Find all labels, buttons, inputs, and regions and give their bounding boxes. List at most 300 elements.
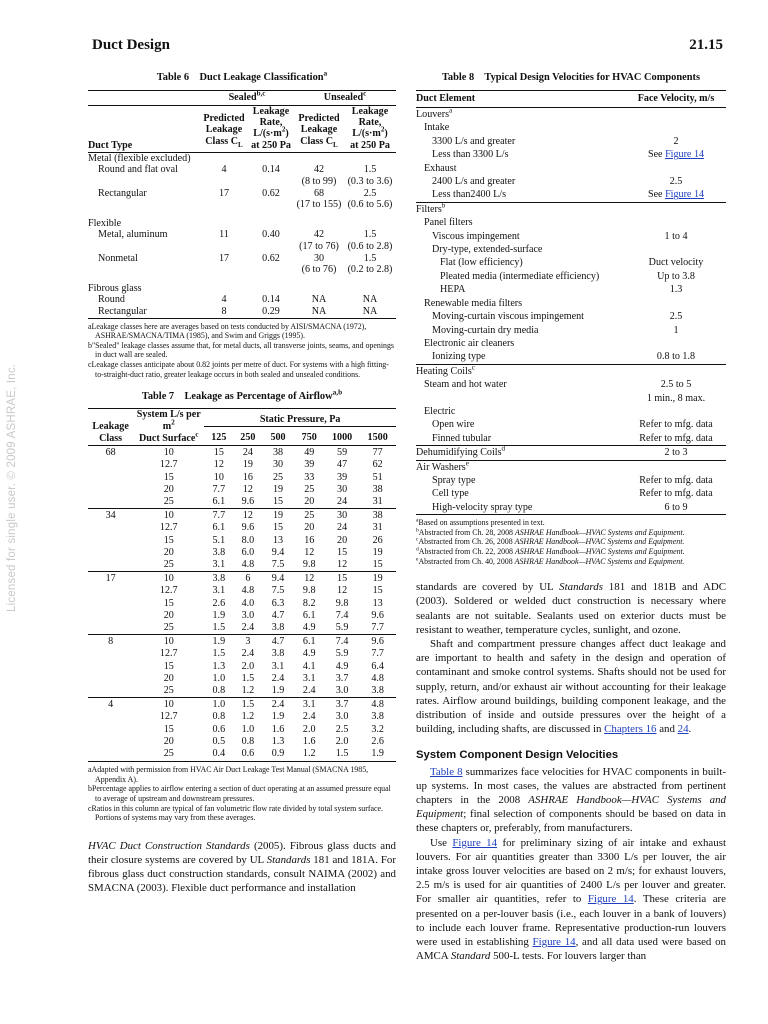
table-row [88, 547, 396, 559]
leakage-percent-cell: 15 [337, 546, 348, 558]
system-ratio-cell: 15 [163, 534, 174, 546]
duct-element-cell [416, 418, 626, 431]
leakage-percent-cell: 13 [272, 534, 284, 546]
leakage-percent-cell: 7.5 [271, 585, 285, 597]
sealed-rate-cell [248, 264, 294, 276]
leakage-percent-cell: 3.0 [335, 684, 349, 696]
face-velocity-cell [626, 108, 726, 122]
table8-title: Typical Design Velocities for HVAC Components [484, 72, 701, 83]
element-label: Moving-curtain dry media [432, 324, 539, 336]
duct-element-cell [416, 270, 626, 283]
leakage-class-cell [88, 673, 133, 685]
table-row [88, 241, 396, 253]
table-row [416, 162, 726, 175]
leakage-class-cell [88, 547, 133, 559]
unsealed-class-cell: (17 to 76) [299, 240, 339, 252]
face-velocity-cell [626, 324, 726, 337]
face-velocity-cell [626, 297, 726, 310]
leakage-class-cell [88, 496, 133, 509]
face-velocity-cell [626, 310, 726, 323]
sealed-class-cell: 17 [218, 187, 230, 199]
leakage-percent-cell: 39 [304, 459, 315, 471]
system-ratio-cell: 10 [133, 509, 204, 523]
section-heading: System Component Design Velocities [416, 749, 619, 762]
leakage-percent-cell: 19 [262, 509, 293, 523]
leakage-percent-cell: 12 [337, 558, 348, 570]
leakage-percent-cell: 24 [337, 522, 348, 534]
duct-type-cell: Rectangular [98, 187, 147, 199]
unsealed-rate-cell: (0.6 to 2.8) [347, 240, 393, 252]
duct-type-cell [88, 264, 200, 276]
system-ratio-cell: 12.7 [159, 459, 178, 471]
velocity-value: Refer to mfg. data [639, 488, 713, 500]
license-watermark: Licensed for single user. © 2009 ASHRAE, Inc. [6, 363, 18, 612]
leakage-percent-cell: 38 [372, 483, 383, 495]
leakage-percent-cell: 1.3 [212, 660, 226, 672]
unsealed-class-cell: (8 to 99) [301, 176, 337, 187]
duct-element-cell [416, 432, 626, 446]
unsealed-rate-cell: NA [344, 306, 396, 318]
leakage-percent-cell: 19 [242, 459, 253, 471]
figure-14-link[interactable]: Figure 14 [587, 893, 634, 906]
table-row [416, 121, 726, 134]
body-paragraph: Use Figure 14 for preliminary sizing of air intake and exhaust louvers. For air quantities greater than 3300 L/s per louver, the air intake gross louver velocities are based on 2 m/s; for exhaust louvers, 2.5 m/s is used for air quantities of 2400 L/s per louver and greater. For smaller air quantities, refer to Figure 14. These criteria are presented on a per-louver basis (i.e., each louver in a bank of louvers) to include each louver frame. Representative production-run louvers were used in establishing Figure 14, and all data used were based on AMCA Standard 500-L tests. For louvers larger than [416, 836, 726, 963]
leakage-percent-cell: 1.5 [212, 648, 226, 660]
table-row [416, 418, 726, 431]
table-row [88, 635, 396, 649]
table-row [416, 297, 726, 310]
table-row [416, 216, 726, 229]
element-label: High-velocity spray type [432, 501, 533, 513]
leakage-percent-cell: 9.6 [371, 609, 384, 621]
table-row [88, 724, 396, 736]
element-label: Dry-type, extended-surface [432, 244, 543, 256]
table-row [416, 148, 726, 161]
table7-caption [88, 389, 396, 405]
leakage-class-cell [88, 559, 133, 572]
leakage-percent-cell: 1.6 [271, 723, 285, 735]
leakage-percent-cell: 39 [337, 471, 348, 483]
unsealed-rate-cell: (0.6 to 5.6) [347, 199, 393, 211]
chapters-16-link[interactable]: Chapters 16 [604, 723, 657, 736]
leakage-percent-cell: 31 [372, 522, 383, 534]
leakage-class-cell: 34 [88, 509, 133, 523]
unsealed-class-cell: 30 [313, 252, 325, 264]
velocity-value: 2 [673, 135, 679, 147]
element-label: Electric [424, 405, 456, 417]
system-ratio-cell: 12.7 [159, 711, 178, 723]
chapter-24-link[interactable]: 24 [677, 723, 689, 736]
leakage-percent-cell: 3.0 [335, 711, 349, 723]
table-row [88, 199, 396, 211]
leakage-percent-cell: 2.6 [371, 735, 384, 747]
face-velocity-cell [626, 202, 726, 216]
table6-footnote: cLeakage classes anticipate about 0.82 joints per metre of duct. For systems with a high fitting-to-straight-duct ratio, greater leakage occurs in both sealed and unsealed conditions. [88, 359, 389, 379]
element-label: Exhaust [424, 162, 457, 174]
leakage-percent-cell: 1.3 [271, 735, 285, 747]
face-velocity-cell [626, 364, 726, 378]
table-row [88, 446, 396, 460]
duct-element-cell [416, 405, 626, 418]
leakage-percent-cell: 0.6 [233, 748, 262, 762]
leakage-percent-cell: 6.1 [212, 522, 226, 534]
unsealed-rate-cell [344, 152, 396, 164]
leakage-percent-cell: 4.7 [262, 635, 293, 649]
leakage-percent-cell: 20 [304, 495, 315, 507]
table-row [88, 229, 396, 241]
unsealed-class-cell: (17 to 155) [296, 199, 342, 211]
leakage-percent-cell: 77 [359, 446, 396, 460]
face-velocity-cell [626, 230, 726, 243]
leakage-percent-cell: 30 [272, 459, 284, 471]
leakage-class-cell [88, 736, 133, 748]
table-row [416, 202, 726, 216]
sealed-class-cell [200, 283, 248, 295]
table-row [416, 243, 726, 256]
unsealed-class-cell: 42 [313, 164, 325, 176]
duct-element-cell [416, 256, 626, 269]
system-ratio-cell: 10 [133, 635, 204, 649]
face-velocity-cell [626, 243, 726, 256]
face-velocity-cell [626, 337, 726, 350]
figure-14-link[interactable]: Figure 14 [452, 836, 498, 849]
velocity-value: Duct velocity [648, 257, 704, 269]
leakage-percent-cell: 19 [359, 572, 396, 586]
system-ratio-cell: 15 [163, 723, 174, 735]
duct-element-cell [416, 501, 626, 515]
table-row [88, 572, 396, 586]
velocity-value: Refer to mfg. data [639, 432, 713, 444]
element-label: Panel filters [424, 217, 473, 229]
leakage-percent-cell: 6.3 [271, 597, 285, 609]
leakage-percent-cell: 15 [372, 558, 383, 570]
leakage-percent-cell: 9.4 [271, 546, 285, 558]
unsealed-class-cell: (6 to 76) [301, 264, 337, 276]
table-row [416, 460, 726, 474]
leakage-percent-cell: 0.8 [241, 735, 255, 747]
duct-element-cell [416, 337, 626, 350]
sealed-class-cell [200, 241, 248, 253]
leakage-percent-cell: 10 [213, 471, 224, 483]
velocity-value: See [647, 189, 666, 201]
unsealed-class-cell [294, 218, 344, 230]
duct-type-cell: Metal (flexible excluded) [88, 152, 191, 164]
leakage-class-cell [88, 522, 133, 534]
leakage-percent-cell: 3.8 [371, 711, 384, 723]
leakage-percent-cell: 9.4 [262, 572, 293, 586]
figure-14-link[interactable]: Figure 14 [665, 149, 705, 161]
leakage-percent-cell: 3.1 [212, 585, 226, 597]
leakage-percent-cell: 3.8 [271, 621, 285, 633]
table6-duct-leakage-classification [88, 90, 396, 319]
leakage-percent-cell: 16 [242, 471, 253, 483]
leakage-percent-cell: 4.7 [271, 609, 285, 621]
table-row [88, 509, 396, 523]
table-row [416, 175, 726, 188]
duct-element-cell [416, 446, 626, 460]
face-velocity-cell [626, 487, 726, 500]
sealed-class-cell: 17 [218, 252, 230, 264]
velocity-value: 6 to 9 [664, 501, 688, 513]
table-row [88, 294, 396, 306]
system-ratio-cell: 25 [163, 621, 174, 633]
leakage-percent-cell: 4.9 [335, 660, 349, 672]
table-row [88, 673, 396, 685]
leakage-percent-cell: 1.5 [241, 672, 255, 684]
table6-column-header [88, 106, 396, 153]
velocity-value: 2 to 3 [664, 447, 688, 459]
leakage-percent-cell: 25 [294, 509, 325, 523]
unsealed-class-cell [294, 152, 344, 164]
leakage-percent-cell: 1.5 [212, 621, 226, 633]
table-row [88, 698, 396, 712]
unsealed-rate-cell: 1.5 [363, 229, 377, 241]
leakage-percent-cell: 2.0 [302, 723, 316, 735]
face-velocity-cell [626, 474, 726, 487]
leakage-percent-cell: 6.4 [371, 660, 384, 672]
table-row [416, 474, 726, 487]
system-ratio-cell: 10 [133, 446, 204, 460]
figure-14-link[interactable]: Figure 14 [532, 936, 576, 949]
leakage-percent-cell: 6.1 [294, 635, 325, 649]
unsealed-group-header: Unsealed$^c$ [294, 91, 396, 106]
figure-14-link[interactable]: Figure 14 [665, 189, 705, 201]
table6-footnote: b"Sealed" leakage classes assume that, for metal ducts, all transverse joints, seams, and openings in duct wall are sealed. [88, 340, 394, 360]
sealed-class-cell: 4 [221, 164, 227, 176]
element-label: Filters [416, 203, 442, 215]
table-row [88, 522, 396, 534]
page-number: 21.15 [689, 37, 723, 53]
pressure-col-header: 500 [262, 426, 293, 445]
leakage-percent-cell: 1.2 [294, 748, 325, 762]
unsealed-class-cell: NA [294, 306, 344, 318]
table-row [88, 661, 396, 673]
face-velocity-cell [626, 432, 726, 446]
table-row [88, 218, 396, 230]
face-velocity-cell [626, 121, 726, 134]
face-velocity-cell [626, 188, 726, 202]
duct-type-cell: Flexible [88, 217, 122, 229]
face-velocity-cell [626, 501, 726, 515]
table-row [88, 535, 396, 547]
system-ratio-cell: 25 [163, 558, 174, 570]
element-label: 3300 L/s and greater [432, 135, 516, 147]
leakage-percent-cell: 1.5 [233, 698, 262, 712]
table-row [416, 310, 726, 323]
leakage-percent-cell: 15 [272, 495, 284, 507]
table-row [416, 324, 726, 337]
table-row [88, 472, 396, 484]
unsealed-class-cell: 68 [313, 187, 325, 199]
leakage-percent-cell: 1.0 [212, 672, 226, 684]
leakage-class-cell: 8 [88, 635, 133, 649]
leakage-percent-cell: 4.8 [371, 672, 384, 684]
velocity-value: 0.8 to 1.8 [656, 351, 696, 363]
table7-title: Leakage as Percentage of Airflow [184, 391, 333, 403]
col-face-velocity: Face Velocity, m/s [626, 91, 726, 108]
leakage-class-cell [88, 598, 133, 610]
duct-element-cell [416, 283, 626, 296]
table7-footnote: cRatios in this column are typical of fan volumetric flow rate divided by total system surface. Portions of systems may vary from these averages. [88, 803, 383, 823]
element-label: Spray type [432, 474, 476, 486]
element-label: Air Washers [416, 461, 466, 473]
col-sealed-class: Predicted Leakage Class $C_L$ [200, 106, 248, 153]
unsealed-class-cell: 42 [313, 229, 325, 241]
col-unsealed-rate: Leakage Rate, $L/(s\cdot m^2)$ at 250 Pa [344, 106, 396, 153]
leakage-percent-cell: 3.2 [371, 723, 384, 735]
leakage-percent-cell: 9.6 [241, 495, 255, 507]
velocity-value: 2.5 [669, 176, 683, 188]
col-sealed-rate: Leakage Rate, $L/(s\cdot m^2)$ at 250 Pa [248, 106, 294, 153]
duct-element-cell [416, 108, 626, 122]
leakage-percent-cell: 31 [372, 495, 383, 507]
table8-design-velocities [416, 90, 726, 515]
leakage-percent-cell: 2.4 [302, 711, 316, 723]
leakage-percent-cell: 3 [233, 635, 262, 649]
leakage-percent-cell: 3.1 [271, 660, 285, 672]
leakage-percent-cell: 25 [272, 471, 284, 483]
footnote-marker: b [441, 201, 446, 210]
leakage-class-cell [88, 610, 133, 622]
leakage-percent-cell: 9.6 [359, 635, 396, 649]
velocity-value: See [647, 149, 666, 161]
element-label: Steam and hot water [424, 379, 507, 391]
table-row [88, 622, 396, 635]
sealed-rate-cell [248, 218, 294, 230]
leakage-percent-cell: 20 [337, 534, 348, 546]
leakage-class-cell [88, 661, 133, 673]
element-label: Pleated media (intermediate efficiency) [440, 270, 600, 282]
table-row [88, 711, 396, 723]
leakage-percent-cell: 15 [204, 446, 233, 460]
leakage-class-cell [88, 459, 133, 471]
element-label: Less than 3300 L/s [432, 149, 509, 161]
table-row [416, 108, 726, 122]
duct-element-cell [416, 162, 626, 175]
leakage-class-cell [88, 472, 133, 484]
table-row [416, 337, 726, 350]
leakage-percent-cell: 33 [304, 471, 315, 483]
leakage-percent-cell: 6.0 [241, 546, 255, 558]
table6-footnote: aLeakage classes here are averages based on tests conducted by AISI/SMACNA (1972), ASHRAE/SMACNA/TIMA (1985), and Swim and Griggs (1995). [88, 321, 367, 341]
leakage-percent-cell: 1.9 [212, 609, 226, 621]
duct-type-cell [88, 199, 200, 211]
velocity-value: 2.5 to 5 [660, 379, 692, 391]
leakage-percent-cell: 4.9 [302, 648, 316, 660]
element-label: Intake [424, 122, 450, 134]
table-8-link[interactable]: Table 8 [430, 765, 463, 778]
body-paragraph: standards are covered by UL Standards 181 and 181B and ADC (2003). Soldered or welded duct construction is necessary where sealants are not suitable. Sealants used on exterior ducts must be resistant to weather, temperature cycles, sunlight, and ozone. [416, 581, 726, 636]
leakage-percent-cell: 1.5 [325, 748, 359, 762]
table8-footnotes [416, 518, 726, 566]
table8-footnote: $^b$Abstracted from Ch. 28, 2008 ASHRAE Handbook—HVAC Systems and Equipment. [416, 527, 685, 537]
leakage-percent-cell: 19 [272, 483, 284, 495]
face-velocity-cell [626, 175, 726, 188]
leakage-percent-cell: 1.2 [241, 711, 255, 723]
sealed-rate-cell: 0.29 [248, 306, 294, 318]
table8-body [416, 108, 726, 515]
table-row [416, 188, 726, 202]
unsealed-rate-cell: 1.5 [363, 164, 377, 176]
table-row [416, 256, 726, 269]
leakage-percent-cell: 13 [372, 597, 383, 609]
table6-body [88, 152, 396, 318]
duct-type-cell: Round [98, 294, 125, 306]
leakage-percent-cell: 0.8 [212, 711, 226, 723]
velocity-value: 1 min., 8 max. [646, 392, 706, 404]
leakage-percent-cell: 2.4 [262, 698, 293, 712]
leakage-percent-cell: 5.9 [335, 621, 349, 633]
system-ratio-cell: 15 [163, 660, 174, 672]
leakage-percent-cell: 5.9 [335, 648, 349, 660]
table6-group-header [88, 91, 396, 106]
table-row [88, 496, 396, 509]
table7-footnote: bPercentage applies to airflow entering a section of duct operating at an assumed pressure equal to average of upstream and downstream pressures. [88, 784, 391, 803]
face-velocity-cell [626, 446, 726, 460]
table8-footnote: $^a$Based on assumptions presented in text. [416, 517, 545, 528]
duct-element-cell [416, 148, 626, 161]
leakage-class-cell [88, 585, 133, 597]
col-leakage-class: Leakage Class [88, 409, 133, 446]
sealed-class-cell: 4 [221, 294, 227, 306]
footnote-marker: b [416, 527, 419, 534]
unsealed-rate-cell [344, 218, 396, 230]
leakage-class-cell: 17 [88, 572, 133, 586]
unsealed-class-cell [294, 283, 344, 295]
system-ratio-cell: 12.7 [159, 522, 178, 534]
table-row [88, 648, 396, 660]
velocity-value: Refer to mfg. data [639, 474, 713, 486]
leakage-percent-cell: 4.8 [241, 585, 255, 597]
leakage-percent-cell: 30 [337, 483, 348, 495]
leakage-percent-cell: 7.5 [271, 558, 285, 570]
system-ratio-cell: 20 [163, 483, 174, 495]
leakage-percent-cell: 2.4 [241, 648, 255, 660]
right-body-text [416, 580, 726, 963]
unsealed-rate-cell: (0.2 to 2.8) [347, 264, 393, 276]
leakage-class-cell [88, 535, 133, 547]
sealed-rate-cell: 0.62 [262, 187, 280, 199]
velocity-value: 1 to 4 [664, 230, 688, 242]
leakage-percent-cell: 9.6 [241, 522, 255, 534]
leakage-class-cell: 4 [88, 698, 133, 712]
unsealed-class-cell: NA [311, 294, 327, 306]
pressure-col-header: 250 [233, 426, 262, 445]
face-velocity-cell [626, 460, 726, 474]
leakage-percent-cell: 0.6 [212, 723, 226, 735]
sealed-class-cell: 8 [200, 306, 248, 318]
duct-element-cell [416, 243, 626, 256]
footnote-marker: e [416, 555, 419, 562]
pressure-col-header: 125 [204, 426, 233, 445]
system-ratio-cell: 25 [163, 495, 174, 507]
element-label: Moving-curtain viscous impingement [432, 311, 584, 323]
leakage-percent-cell: 38 [262, 446, 293, 460]
velocity-value: Up to 3.8 [657, 270, 695, 282]
table8-header-row [416, 91, 726, 108]
leakage-percent-cell: 25 [304, 483, 315, 495]
leakage-percent-cell: 2.5 [335, 723, 349, 735]
sealed-class-cell [200, 152, 248, 164]
table-row [88, 685, 396, 698]
velocity-value: Refer to mfg. data [639, 419, 713, 431]
leakage-percent-cell: 3.1 [302, 672, 316, 684]
leakage-percent-cell: 12 [233, 509, 262, 523]
table-row [416, 378, 726, 391]
duct-element-cell [416, 297, 626, 310]
footnote-marker: d [501, 444, 506, 453]
leakage-percent-cell: 1.0 [204, 698, 233, 712]
